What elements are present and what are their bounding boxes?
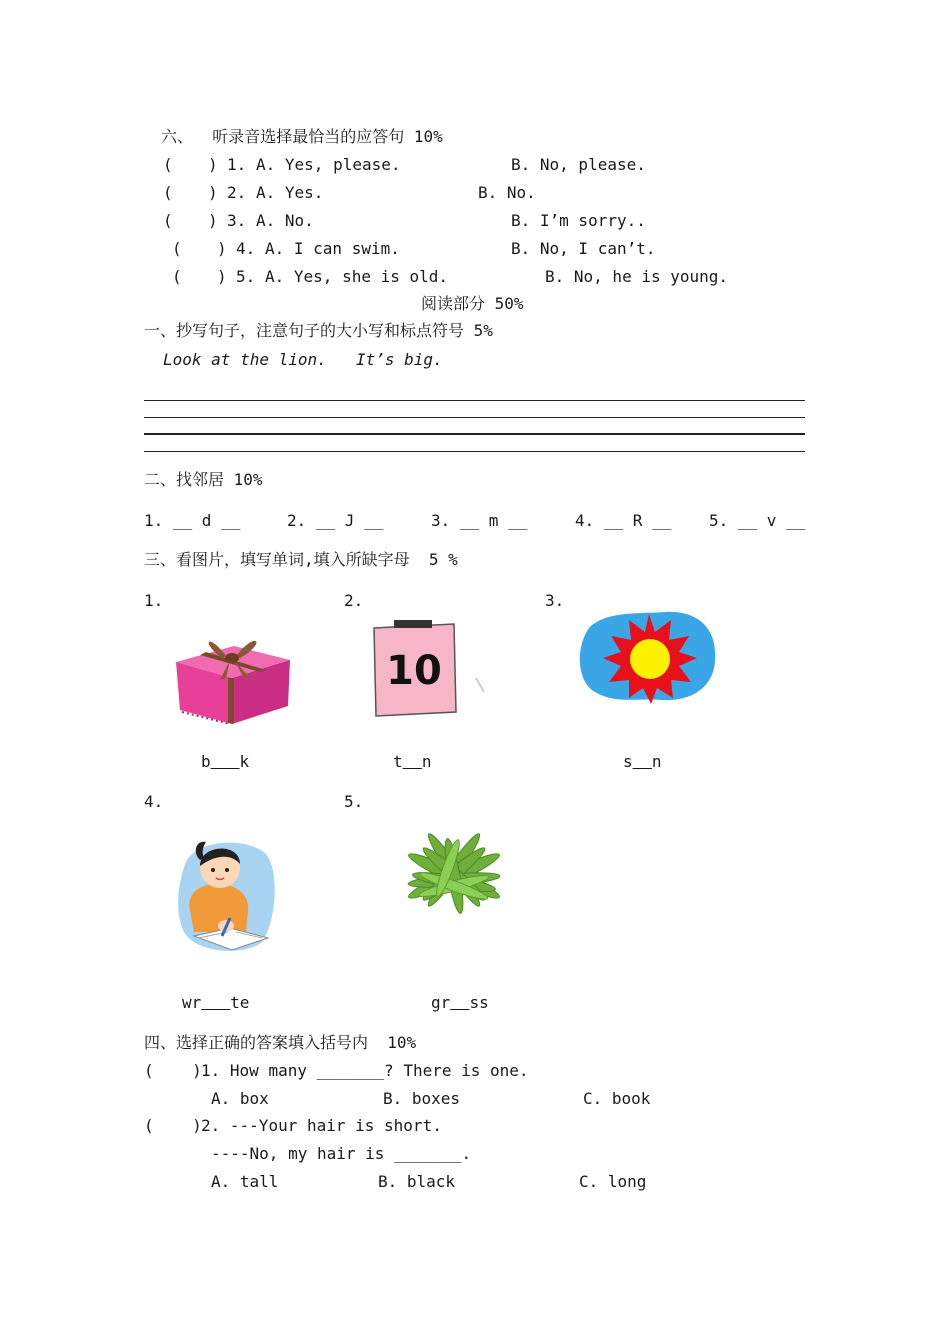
option-a: A. I can swim. — [265, 239, 400, 258]
picture-number: 2. — [344, 591, 364, 610]
writing-line[interactable] — [144, 451, 805, 452]
q1-option-a: A. box — [211, 1089, 269, 1108]
question-2: 2. ---Your hair is short. — [201, 1116, 442, 1135]
neighbor-item[interactable]: 5. __ v __ — [709, 511, 806, 530]
copy-sentence-1: Look at the lion. — [163, 350, 327, 369]
answer-paren-close: ) — [208, 155, 218, 174]
option-b: B. No. — [478, 183, 536, 202]
calendar-image — [368, 620, 490, 718]
gift-box-image — [170, 628, 294, 726]
answer-paren-close: ) — [217, 239, 227, 258]
fill-word-box[interactable]: b k — [201, 752, 250, 771]
question-2-reply: ----No, my hair is _______. — [211, 1144, 472, 1163]
sun-image — [575, 608, 717, 704]
picture-number: 1. — [144, 591, 164, 610]
item-number: 1. — [227, 155, 247, 174]
listening-title: 六、 听录音选择最恰当的应答句 10% — [161, 127, 443, 146]
choice-answer-paren[interactable]: ( ) — [144, 1061, 202, 1080]
neighbor-item[interactable]: 2. __ J __ — [287, 511, 384, 530]
grass-beans-image — [398, 830, 510, 922]
copy-sentence-2: It’s big. — [356, 350, 443, 369]
item-number: 5. — [236, 267, 256, 286]
option-a: A. No. — [256, 211, 314, 230]
q1-option-b: B. boxes — [383, 1089, 461, 1108]
picture-number: 5. — [344, 792, 364, 811]
neighbors-title: 二、找邻居 10% — [144, 470, 263, 489]
answer-paren-close: ) — [208, 211, 218, 230]
picture-number: 4. — [144, 792, 164, 811]
writing-line[interactable] — [144, 400, 805, 401]
choice-title: 四、选择正确的答案填入括号内 10% — [144, 1033, 417, 1052]
fill-word-grass[interactable]: gr ss — [431, 993, 489, 1012]
girl-writing-image — [176, 832, 278, 956]
fill-word-sun[interactable]: s n — [623, 752, 662, 771]
option-b: B. No, please. — [511, 155, 646, 174]
item-number: 3. — [227, 211, 247, 230]
writing-line[interactable] — [144, 417, 805, 418]
option-a: A. Yes, she is old. — [265, 267, 449, 286]
neighbor-item[interactable]: 3. __ m __ — [431, 511, 528, 530]
neighbor-item[interactable]: 1. __ d __ — [144, 511, 241, 530]
q1-option-c: C. book — [583, 1089, 651, 1108]
q2-option-b: B. black — [378, 1172, 456, 1191]
option-a: A. Yes. — [256, 183, 324, 202]
question-1: 1. How many _______? There is one. — [201, 1061, 529, 1080]
neighbor-item[interactable]: 4. __ R __ — [575, 511, 672, 530]
item-number: 2. — [227, 183, 247, 202]
q2-option-a: A. tall — [211, 1172, 279, 1191]
answer-paren-open[interactable]: ( — [163, 155, 173, 174]
option-b: B. I’m sorry.. — [511, 211, 646, 230]
reading-part-title: 阅读部分 50% — [421, 294, 524, 313]
answer-paren-close: ) — [208, 183, 218, 202]
copy-section-title: 一、抄写句子，注意句子的大小写和标点符号 5% — [144, 321, 493, 340]
option-b: B. No, I can’t. — [511, 239, 656, 258]
fill-word-ten[interactable]: t n — [393, 752, 432, 771]
answer-paren-close: ) — [217, 267, 227, 286]
writing-line[interactable] — [144, 433, 805, 435]
option-a: A. Yes, please. — [256, 155, 401, 174]
q2-option-c: C. long — [579, 1172, 647, 1191]
fill-word-write[interactable]: wr te — [182, 993, 250, 1012]
item-number: 4. — [236, 239, 256, 258]
answer-paren-open[interactable]: ( — [172, 239, 182, 258]
option-b: B. No, he is young. — [545, 267, 729, 286]
choice-answer-paren[interactable]: ( ) — [144, 1116, 202, 1135]
answer-paren-open[interactable]: ( — [163, 183, 173, 202]
answer-paren-open[interactable]: ( — [163, 211, 173, 230]
answer-paren-open[interactable]: ( — [172, 267, 182, 286]
calendar-number: 10 — [386, 648, 442, 694]
picture-number: 3. — [545, 591, 565, 610]
pictures-title: 三、看图片，填写单词,填入所缺字母 5 % — [144, 550, 458, 569]
